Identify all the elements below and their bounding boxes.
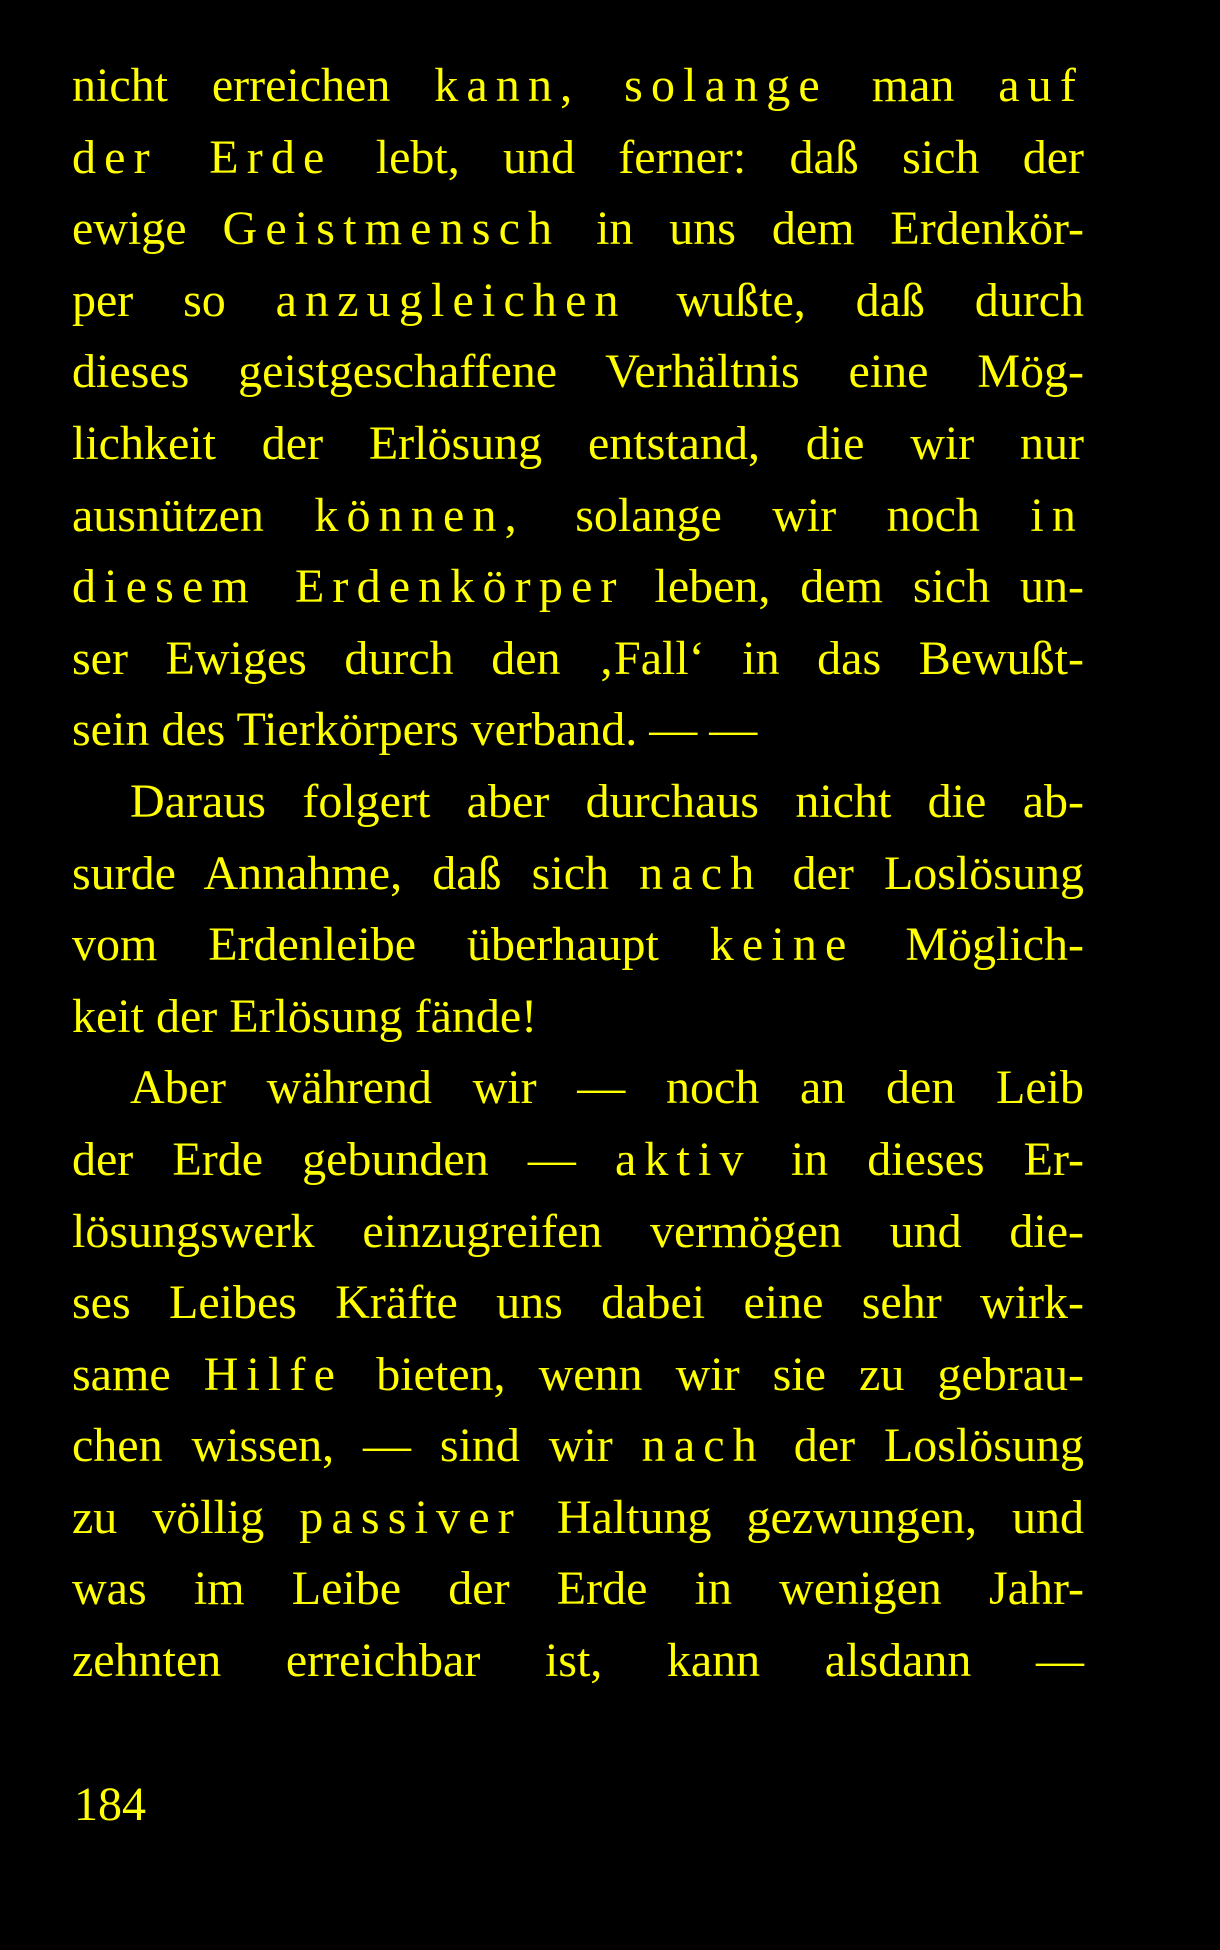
text-line bbox=[72, 1410, 1084, 1482]
text-line bbox=[72, 838, 1084, 910]
emphasized-text: der Erde bbox=[72, 130, 333, 184]
emphasized-text: anzugleichen bbox=[275, 273, 627, 327]
text-line bbox=[72, 1482, 1084, 1554]
text-segment: in dieses Er- bbox=[751, 1132, 1085, 1186]
text-line bbox=[72, 1124, 1084, 1196]
text-segment: leben, dem sich un- bbox=[624, 560, 1084, 614]
emphasized-text: Hilfe bbox=[203, 1347, 344, 1401]
text-line bbox=[72, 408, 1084, 480]
text-segment: wußte, daß durch bbox=[626, 273, 1085, 327]
text-line bbox=[72, 1625, 1084, 1697]
text-segment: keit der Erlösung fände! bbox=[72, 989, 538, 1043]
paragraph bbox=[72, 50, 1084, 766]
text-line bbox=[72, 265, 1084, 337]
text-segment: lösungswerk einzugreifen vermögen und die- bbox=[72, 1204, 1084, 1258]
emphasized-text: passiver bbox=[299, 1490, 522, 1544]
text-segment: ser Ewiges durch den ‚Fall‘ in das Bewußt- bbox=[72, 631, 1084, 685]
emphasized-text: können, bbox=[314, 488, 525, 542]
emphasized-text: nach bbox=[641, 1419, 765, 1473]
text-line bbox=[72, 336, 1084, 408]
text-segment: der Erde gebunden — bbox=[72, 1132, 615, 1186]
text-segment: per so bbox=[72, 273, 276, 327]
emphasized-text: keine bbox=[709, 918, 855, 972]
text-segment: same bbox=[72, 1347, 204, 1401]
text-segment: vom Erdenleibe überhaupt bbox=[72, 918, 710, 972]
text-segment: ausnützen bbox=[72, 488, 315, 542]
text-line bbox=[72, 909, 1084, 981]
text-segment: dieses geistgeschaffene Verhältnis eine Mög- bbox=[72, 345, 1084, 399]
emphasized-text: in bbox=[1030, 488, 1084, 542]
text-segment: solange wir noch bbox=[524, 488, 1031, 542]
text-segment: was im Leibe der Erde in wenigen Jahr- bbox=[72, 1562, 1084, 1616]
emphasized-text: aktiv bbox=[614, 1132, 752, 1186]
emphasized-text: solange bbox=[624, 59, 828, 112]
text-segment: Haltung gezwungen, und bbox=[521, 1490, 1085, 1544]
emphasized-text: kann, bbox=[434, 59, 581, 112]
text-segment: sein des Tierkörpers verband. — — bbox=[72, 703, 758, 757]
paragraph bbox=[72, 1052, 1084, 1696]
page-number: 184 bbox=[74, 1778, 146, 1831]
text-segment: Daraus folgert aber durchaus nicht die ab- bbox=[130, 774, 1084, 828]
emphasized-text: auf bbox=[998, 59, 1084, 112]
text-segment: in uns dem Erdenkör- bbox=[560, 202, 1085, 256]
text-line bbox=[72, 981, 1084, 1053]
text-line bbox=[72, 623, 1084, 695]
text-line bbox=[72, 1052, 1084, 1124]
text-segment: chen wissen, — sind wir bbox=[72, 1419, 642, 1473]
text-segment: der Loslösung bbox=[764, 1419, 1084, 1473]
text-segment: der Loslösung bbox=[762, 846, 1084, 900]
text-segment: surde Annahme, daß sich bbox=[72, 846, 640, 900]
text-segment: zehnten erreichbar ist, kann alsdann — bbox=[72, 1634, 1084, 1688]
text-segment: man bbox=[827, 59, 999, 112]
emphasized-text: Geistmensch bbox=[222, 202, 561, 256]
text-line bbox=[72, 480, 1084, 552]
text-line bbox=[72, 766, 1084, 838]
text-segment: ewige bbox=[72, 202, 223, 256]
text-segment: lichkeit der Erlösung entstand, die wir nur bbox=[72, 416, 1084, 470]
text-line bbox=[72, 551, 1084, 623]
body-text bbox=[72, 50, 1084, 1697]
text-line bbox=[72, 50, 1084, 122]
text-segment bbox=[580, 59, 624, 112]
paragraph bbox=[72, 766, 1084, 1052]
text-segment: nicht erreichen bbox=[72, 59, 435, 112]
text-segment: lebt, und ferner: daß sich der bbox=[332, 130, 1084, 184]
text-line bbox=[72, 193, 1084, 265]
text-line bbox=[72, 1196, 1084, 1268]
text-line bbox=[72, 122, 1084, 194]
text-line bbox=[72, 1267, 1084, 1339]
text-segment: Möglich- bbox=[854, 918, 1085, 972]
emphasized-text: diesem Erdenkörper bbox=[72, 560, 625, 614]
text-segment: zu völlig bbox=[72, 1490, 300, 1544]
text-segment: bieten, wenn wir sie zu gebrau- bbox=[343, 1347, 1085, 1401]
text-line bbox=[72, 1339, 1084, 1411]
text-line bbox=[72, 694, 1084, 766]
text-line bbox=[72, 1553, 1084, 1625]
emphasized-text: nach bbox=[639, 846, 763, 900]
text-segment: ses Leibes Kräfte uns dabei eine sehr wirk- bbox=[72, 1276, 1084, 1330]
text-segment: Aber während wir — noch an den Leib bbox=[130, 1061, 1084, 1115]
